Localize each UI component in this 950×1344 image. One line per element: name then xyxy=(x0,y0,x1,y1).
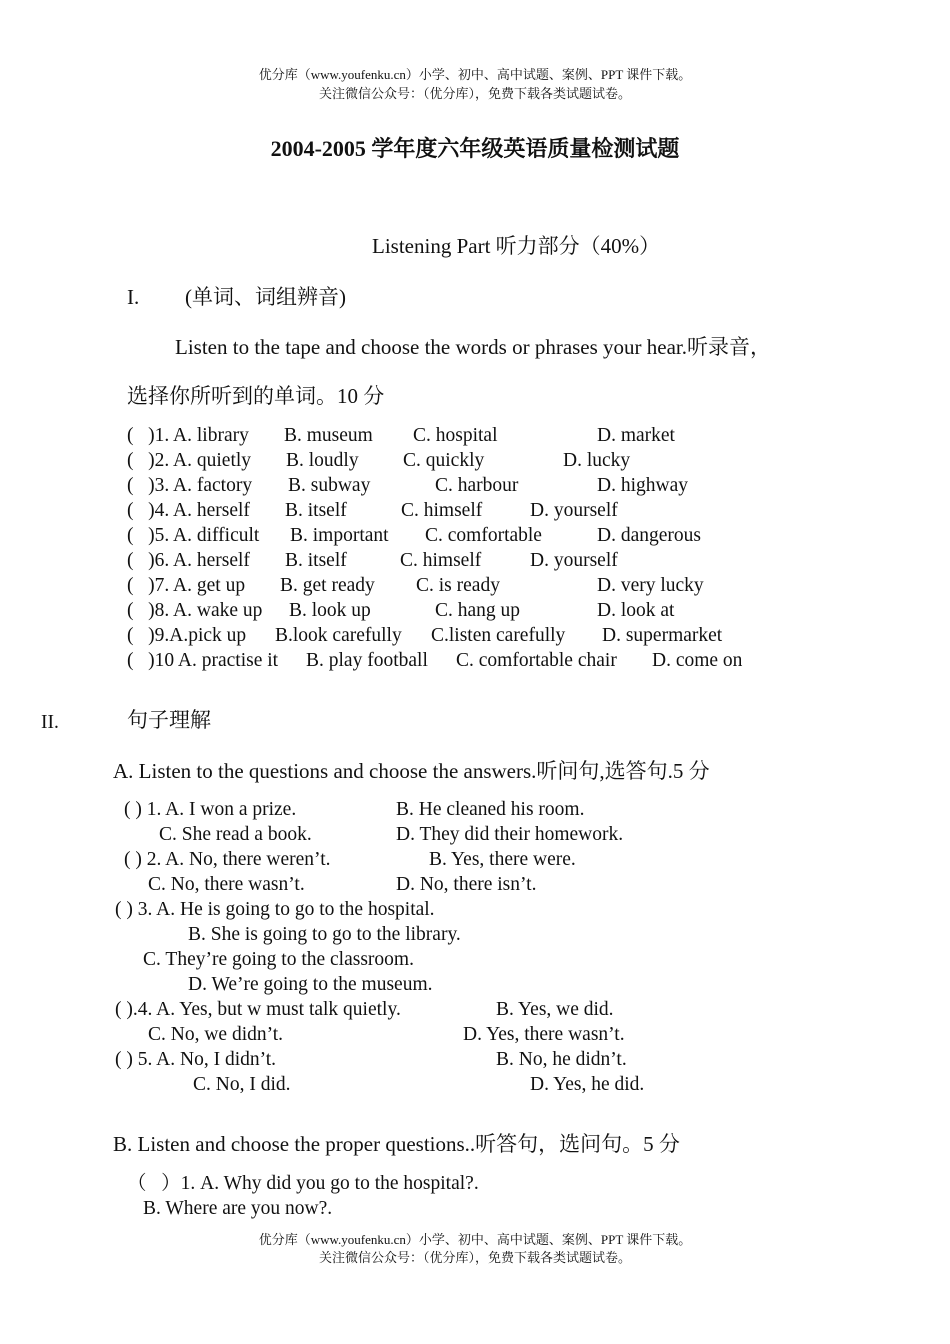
question-6-option-b: B. itself xyxy=(285,550,347,571)
question-9-stem: ( )9.A.pick up xyxy=(127,625,247,646)
part-a-line: C. She read a book. xyxy=(159,824,312,845)
question-8-option-b: B. look up xyxy=(289,600,371,621)
header-line-2: 关注微信公众号：（优分库），免费下载各类试题试卷。 xyxy=(318,86,631,101)
part-a-line: B. No, he didn’t. xyxy=(496,1049,627,1070)
question-9-option-c: C.listen carefully xyxy=(431,625,566,646)
part-a-line: D. No, there isn’t. xyxy=(396,874,537,895)
question-4-option-c: C. himself xyxy=(401,500,483,521)
part-a-line: B. Yes, we did. xyxy=(496,999,614,1020)
part-a-line: B. He cleaned his room. xyxy=(396,799,585,820)
question-2-stem: ( )2. A. quietly xyxy=(127,450,252,471)
question-1-option-b: B. museum xyxy=(284,425,373,446)
question-8-option-d: D. look at xyxy=(597,600,675,621)
part-a-line: D. We’re going to the museum. xyxy=(188,974,433,995)
footer-line-2: 关注微信公众号：（优分库），免费下载各类试题试卷。 xyxy=(318,1250,631,1265)
part-b-line: （ ）1. A. Why did you go to the hospital?. xyxy=(127,1173,479,1194)
question-4-option-b: B. itself xyxy=(285,500,347,521)
question-9-option-b: B.look carefully xyxy=(275,625,402,646)
part-a-line: C. They’re going to the classroom. xyxy=(143,949,414,970)
section-1-instruction-line-2: 选择你所听到的单词。10 分 xyxy=(127,384,385,408)
question-10-option-b: B. play football xyxy=(306,650,428,671)
page-title: 2004-2005 学年度六年级英语质量检测试题 xyxy=(270,136,680,161)
part-a-line: ( ) 3. A. He is going to go to the hospital. xyxy=(115,899,435,920)
question-5-stem: ( )5. A. difficult xyxy=(127,525,260,546)
part-a-line: ( ) 2. A. No, there weren’t. xyxy=(124,849,331,870)
listening-part-heading: Listening Part 听力部分（40%） xyxy=(372,234,661,258)
question-10-option-d: D. come on xyxy=(652,650,743,671)
question-3-option-b: B. subway xyxy=(288,475,371,496)
section-1-number: I. xyxy=(127,285,140,309)
question-3-option-d: D. highway xyxy=(597,475,688,496)
section-2-number: II. xyxy=(41,712,59,733)
question-2-option-c: C. quickly xyxy=(403,450,485,471)
question-7-option-d: D. very lucky xyxy=(597,575,704,596)
question-1-option-c: C. hospital xyxy=(413,425,498,446)
question-5-option-c: C. comfortable xyxy=(425,525,542,546)
section-1-instruction-line-1: Listen to the tape and choose the words or phrases your hear.听录音， xyxy=(175,335,772,359)
part-a-line: D. Yes, he did. xyxy=(530,1074,645,1095)
question-6-option-d: D. yourself xyxy=(530,550,618,571)
part-a-line: ( ).4. A. Yes, but w must talk quietly. xyxy=(115,999,401,1020)
part-a-line: ( ) 5. A. No, I didn’t. xyxy=(115,1049,277,1070)
question-4-stem: ( )4. A. herself xyxy=(127,500,250,521)
part-a-line: C. No, I did. xyxy=(193,1074,291,1095)
part-a-line: ( ) 1. A. I won a prize. xyxy=(124,799,297,820)
section-2-heading: 句子理解 xyxy=(127,708,211,732)
question-6-stem: ( )6. A. herself xyxy=(127,550,250,571)
question-9-option-d: D. supermarket xyxy=(602,625,723,646)
question-3-stem: ( )3. A. factory xyxy=(127,475,253,496)
question-3-option-c: C. harbour xyxy=(435,475,519,496)
part-a-line: D. They did their homework. xyxy=(396,824,624,845)
part-a-line: B. Yes, there were. xyxy=(429,849,576,870)
question-5-option-d: D. dangerous xyxy=(597,525,701,546)
part-a-line: D. Yes, there wasn’t. xyxy=(463,1024,625,1045)
question-6-option-c: C. himself xyxy=(400,550,482,571)
part-a-instruction: A. Listen to the questions and choose the answers.听问句,选答句.5 分 xyxy=(113,759,710,783)
question-1-option-d: D. market xyxy=(597,425,675,446)
question-10-stem: ( )10 A. practise it xyxy=(127,650,279,671)
question-8-option-c: C. hang up xyxy=(435,600,521,621)
header-line-1: 优分库（www.youfenku.cn）小学、初中、高中试题、案例、PPT 课件下载。 xyxy=(258,67,692,82)
part-b-line: B. Where are you now?. xyxy=(143,1198,333,1219)
question-10-option-c: C. comfortable chair xyxy=(456,650,617,671)
question-7-option-c: C. is ready xyxy=(416,575,500,596)
question-7-stem: ( )7. A. get up xyxy=(127,575,246,596)
part-a-line: C. No, we didn’t. xyxy=(148,1024,284,1045)
footer-line-1: 优分库（www.youfenku.cn）小学、初中、高中试题、案例、PPT 课件下载。 xyxy=(258,1232,692,1247)
part-a-line: C. No, there wasn’t. xyxy=(148,874,305,895)
question-2-option-b: B. loudly xyxy=(286,450,359,471)
question-2-option-d: D. lucky xyxy=(563,450,631,471)
question-8-stem: ( )8. A. wake up xyxy=(127,600,263,621)
question-7-option-b: B. get ready xyxy=(280,575,375,596)
section-1-heading: (单词、词组辨音) xyxy=(185,285,346,309)
part-b-instruction: B. Listen and choose the proper questions..听答句，选问句。5 分 xyxy=(113,1132,680,1156)
question-5-option-b: B. important xyxy=(290,525,389,546)
part-a-line: B. She is going to go to the library. xyxy=(188,924,461,945)
question-1-stem: ( )1. A. library xyxy=(127,425,249,446)
question-4-option-d: D. yourself xyxy=(530,500,618,521)
